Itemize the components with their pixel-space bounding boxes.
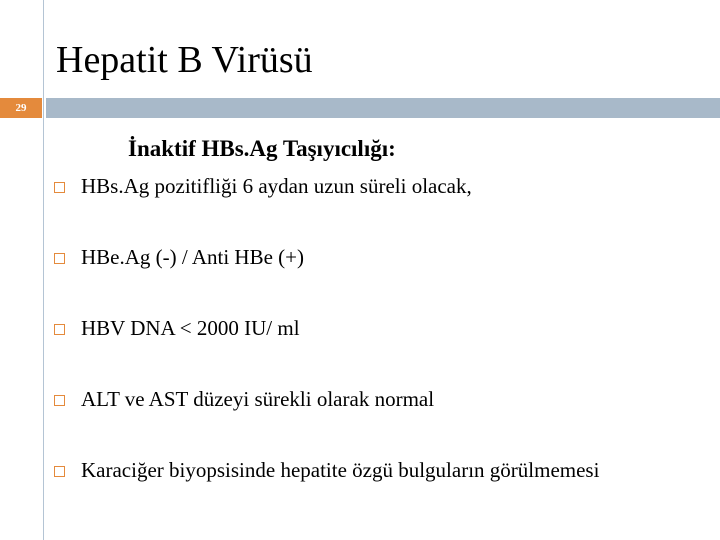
slide-title: Hepatit B Virüsü [56, 39, 313, 81]
bullet-item [52, 385, 599, 456]
bullet-item [52, 172, 599, 243]
bullet-item [52, 314, 599, 385]
hollow-square-bullet-icon [54, 324, 65, 335]
hollow-square-bullet-icon [54, 395, 65, 406]
slide-number-badge [0, 98, 42, 118]
bullet-text: HBe.Ag (-) / Anti HBe (+) [81, 245, 304, 269]
bullet-item [52, 243, 599, 314]
bullet-text: HBs.Ag pozitifliği 6 aydan uzun süreli olacak, [81, 174, 472, 198]
bullet-text: ALT ve AST düzeyi sürekli olarak normal [81, 387, 435, 411]
left-vertical-rule [43, 0, 44, 540]
header-band [46, 98, 720, 118]
slide-subtitle: İnaktif HBs.Ag Taşıyıcılığı: [128, 136, 396, 161]
bullet-text: HBV DNA < 2000 IU/ ml [81, 316, 300, 340]
hollow-square-bullet-icon [54, 466, 65, 477]
slide-number: 29 [15, 102, 27, 114]
hollow-square-bullet-icon [54, 253, 65, 264]
bullet-text: Karaciğer biyopsisinde hepatite özgü bulguların görülmemesi [81, 458, 600, 482]
bullet-item [52, 456, 599, 527]
hollow-square-bullet-icon [54, 182, 65, 193]
bullet-list [52, 172, 599, 527]
